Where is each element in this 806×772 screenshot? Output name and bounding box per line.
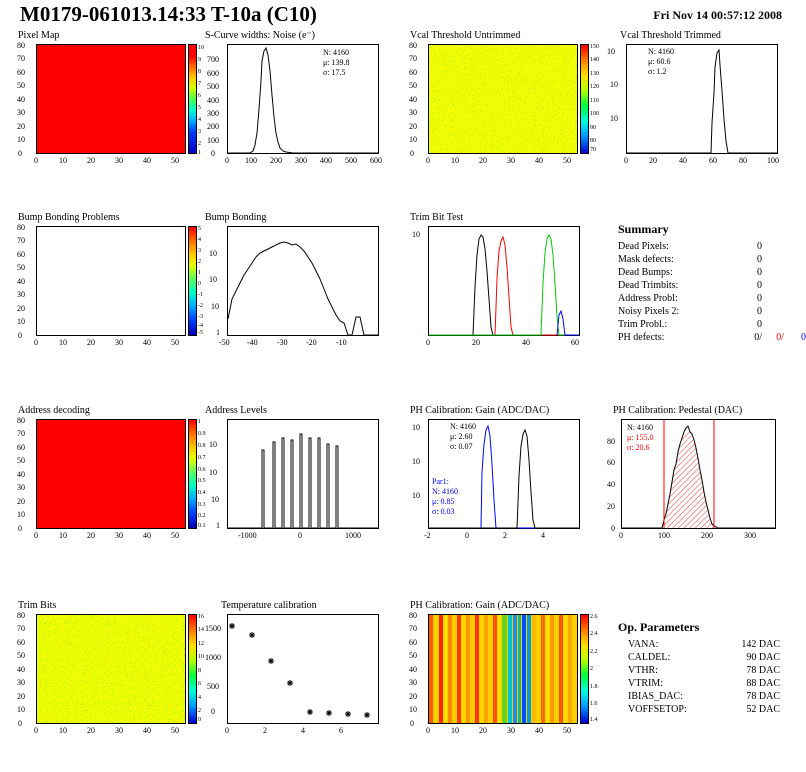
op-parameter-value: 52 DAC	[746, 704, 780, 715]
panel-title-ph-gain: PH Calibration: Gain (ADC/DAC)	[410, 405, 550, 416]
panel-vcal-untrimmed: Vcal Threshold Untrimmed 150 140 130 120 110 100 90 80 70 0 10 20 30 40 50 60 70 80 0 10 20 30 40 50	[410, 30, 592, 167]
stats-par1-mu: μ: 0.85	[432, 497, 455, 506]
summary-value: 0	[757, 241, 762, 252]
colorbar-labels-ph-gain-map: 2.6 2.4 2.2 2 1.8 1.6 1.4	[590, 614, 598, 723]
stats-mu: μ: 2.60	[450, 432, 473, 441]
op-parameter-label: VTHR:	[628, 665, 658, 676]
colorbar-pixel-map	[188, 44, 197, 154]
summary-value: 0	[757, 293, 762, 304]
summary-row	[618, 319, 798, 332]
op-parameter-label: CALDEL:	[628, 652, 671, 663]
ph-defects-value-1: 0/	[754, 332, 762, 343]
op-parameter-label: VANA:	[628, 639, 659, 650]
colorbar-trim-bits	[188, 614, 197, 724]
panel-title-ph-gain-map: PH Calibration: Gain (ADC/DAC)	[410, 600, 550, 611]
stats-scurve-noise	[323, 48, 350, 78]
op-parameter-row	[618, 678, 798, 691]
stats-ph-gain	[450, 422, 476, 452]
plot-scurve-noise	[227, 44, 379, 154]
summary-value: 0	[757, 254, 762, 265]
op-parameter-row	[618, 639, 798, 652]
panel-address-decoding: Address decoding 1 0.9 0.8 0.7 0.6 0.5 0.4 0.3 0.2 0.1 0 10 20 30 40 50 60 70 80 0 10 20 30 40 50	[18, 405, 200, 542]
panel-bump-problems: Bump Bonding Problems 5 4 3 2 1 0 -1 -2 -3 -4 -5 0 10 20 30 40 50 60 70 80 0 10 20 30 40 50	[18, 212, 200, 349]
stats-n: N: 4160	[627, 423, 653, 432]
panel-title-scurve-noise: S-Curve widths: Noise (e⁻)	[205, 30, 315, 41]
plot-trim-bits	[36, 614, 186, 724]
summary-row	[618, 293, 798, 306]
summary-label: Address Probl:	[618, 293, 678, 304]
colorbar-vcal-untrimmed	[580, 44, 589, 154]
stats-n: N: 4160	[648, 47, 674, 56]
stats-mu: μ: 139.8	[323, 58, 350, 67]
plot-address-decoding	[36, 419, 186, 529]
summary-value: 0	[757, 280, 762, 291]
panel-ph-gain: PH Calibration: Gain (ADC/DAC) N: 4160 μ: 2.60 σ: 0.07 Par1: N: 4160 μ: 0.85 σ: 0.03 10 10 10 -2 0 2 4	[410, 405, 592, 542]
stats-mu: μ: 60.6	[648, 57, 671, 66]
ph-defects-label: PH defects:	[618, 332, 665, 343]
summary-label: Dead Trimbits:	[618, 280, 679, 291]
op-parameter-value: 78 DAC	[746, 665, 780, 676]
stats-sigma: σ: 1.2	[648, 67, 667, 76]
ph-defects-value-2: 0/	[776, 332, 784, 343]
colorbar-labels-pixel-map: 10 9 8 7 6 5 4 3 2 1	[198, 45, 204, 156]
op-parameter-row	[618, 665, 798, 678]
stats-mu: μ: 155.0	[627, 433, 654, 442]
panel-temperature: Temperature calibration 0 500 1000 1500 0 2 4 6	[205, 600, 387, 737]
summary-row	[618, 306, 798, 319]
op-parameter-label: IBIAS_DAC:	[628, 691, 684, 702]
op-parameter-value: 78 DAC	[746, 691, 780, 702]
summary-label: Mask defects:	[618, 254, 674, 265]
stats-sigma: σ: 17.5	[323, 68, 346, 77]
summary-row	[618, 254, 798, 267]
panel-title-bump-bonding: Bump Bonding	[205, 212, 267, 223]
op-parameter-value: 90 DAC	[746, 652, 780, 663]
summary-row	[618, 241, 798, 254]
stats-sigma: σ: 0.07	[450, 442, 473, 451]
op-parameter-label: VTRIM:	[628, 678, 663, 689]
op-parameter-value: 142 DAC	[741, 639, 780, 650]
summary-row-ph-defects	[618, 332, 806, 345]
op-parameters-title: Op. Parameters	[618, 620, 700, 634]
summary-row	[618, 267, 798, 280]
panel-trim-bit-test: Trim Bit Test 10 0 20 40 60	[410, 212, 592, 349]
panel-title-ph-pedestal: PH Calibration: Pedestal (DAC)	[613, 405, 743, 416]
plot-ph-gain-map	[428, 614, 578, 724]
panel-bump-bonding: Bump Bonding 1 10 10 10 -50 -40 -30 -20 -10	[205, 212, 387, 349]
stats-n: N: 4160	[323, 48, 349, 57]
stats-sigma: σ: 20.6	[627, 443, 650, 452]
plot-pixel-map	[36, 44, 186, 154]
panel-vcal-trimmed: Vcal Threshold Trimmed N: 4160 μ: 60.6 σ: 1.2 10 10 10 0 20 40 60 80 100	[608, 30, 788, 167]
colorbar-labels-vcal-untrimmed: 150 140 130 120 110 100 90 80 70	[590, 44, 599, 153]
panel-trim-bits: Trim Bits 16 14 12 10 8 6 4 2 0 0 10 20 30 40 50 60 70 80 0 10 20 30 40 50	[18, 600, 200, 737]
panel-title-address-decoding: Address decoding	[18, 405, 90, 416]
plot-bump-problems	[36, 226, 186, 336]
page-date: Fri Nov 14 00:57:12 2008	[653, 8, 782, 22]
stats-par1-n: N: 4160	[432, 487, 458, 496]
ph-defects-value-3: 0	[801, 332, 806, 343]
panel-ph-gain-map: PH Calibration: Gain (ADC/DAC) 2.6 2.4 2.2 2 1.8 1.6 1.4 0 10 20 30 40 50 60 70 80 0 10 20 30 40 50	[410, 600, 592, 737]
plot-vcal-untrimmed	[428, 44, 578, 154]
summary-row	[618, 280, 798, 293]
stats-par1-title: Par1:	[432, 477, 449, 486]
summary-value: 0	[757, 306, 762, 317]
stats-ph-pedestal	[627, 423, 654, 453]
summary-label: Dead Bumps:	[618, 267, 673, 278]
op-parameter-value: 88 DAC	[746, 678, 780, 689]
colorbar-address-decoding	[188, 419, 197, 529]
colorbar-labels-bump-problems: 5 4 3 2 1 0 -1 -2 -3 -4 -5	[198, 226, 203, 336]
summary-title: Summary	[618, 222, 669, 236]
colorbar-labels-trim-bits: 16 14 12 10 8 6 4 2 0	[198, 614, 204, 723]
panel-title-bump-problems: Bump Bonding Problems	[18, 212, 120, 223]
plot-temperature	[227, 614, 379, 724]
colorbar-labels-address-decoding: 1 0.9 0.8 0.7 0.6 0.5 0.4 0.3 0.2 0.1	[198, 419, 206, 529]
panel-title-temperature: Temperature calibration	[221, 600, 317, 611]
panel-pixel-map: Pixel Map 10 9 8 7 6 5 4 3 2 1 0 10 20 30 40 50 60 70 80 0 10 20 30 40 50	[18, 30, 200, 167]
op-parameter-row	[618, 652, 798, 665]
plot-trim-bit-test	[428, 226, 580, 336]
colorbar-bump-problems	[188, 226, 197, 336]
panel-title-trim-bits: Trim Bits	[18, 600, 57, 611]
panel-scurve-noise: S-Curve widths: Noise (e⁻) N: 4160 μ: 139.8 σ: 17.5 0 100 200 300 400 500 600 700 0 100 200 300 400 500 600	[205, 30, 387, 167]
panel-address-levels: Address Levels 1 10 10 10 -1000 0 1000	[205, 405, 387, 542]
panel-summary	[618, 222, 806, 345]
panel-title-pixel-map: Pixel Map	[18, 30, 60, 41]
stats-ph-gain-par1	[432, 477, 458, 517]
op-parameter-row	[618, 704, 798, 717]
summary-value: 0	[757, 319, 762, 330]
op-parameter-row	[618, 691, 798, 704]
plot-address-levels	[227, 419, 379, 529]
plot-bump-bonding	[227, 226, 379, 336]
panel-op-parameters	[618, 620, 798, 717]
panel-title-vcal-trimmed: Vcal Threshold Trimmed	[620, 30, 721, 41]
page-title: M0179-061013.14:33 T-10a (C10)	[20, 2, 317, 26]
colorbar-ph-gain-map	[580, 614, 589, 724]
stats-vcal-trimmed	[648, 47, 674, 77]
panel-title-address-levels: Address Levels	[205, 405, 267, 416]
summary-value: 0	[757, 267, 762, 278]
stats-n: N: 4160	[450, 422, 476, 431]
summary-label: Trim Probl.:	[618, 319, 668, 330]
panel-title-trim-bit-test: Trim Bit Test	[410, 212, 464, 223]
panel-ph-pedestal: PH Calibration: Pedestal (DAC) N: 4160 μ: 155.0 σ: 20.6 0 20 40 60 80 0 100 200 300	[603, 405, 788, 542]
op-parameter-label: VOFFSETOP:	[628, 704, 687, 715]
panel-title-vcal-untrimmed: Vcal Threshold Untrimmed	[410, 30, 521, 41]
stats-par1-sigma: σ: 0.03	[432, 507, 455, 516]
summary-label: Dead Pixels:	[618, 241, 669, 252]
summary-label: Noisy Pixels 2:	[618, 306, 680, 317]
